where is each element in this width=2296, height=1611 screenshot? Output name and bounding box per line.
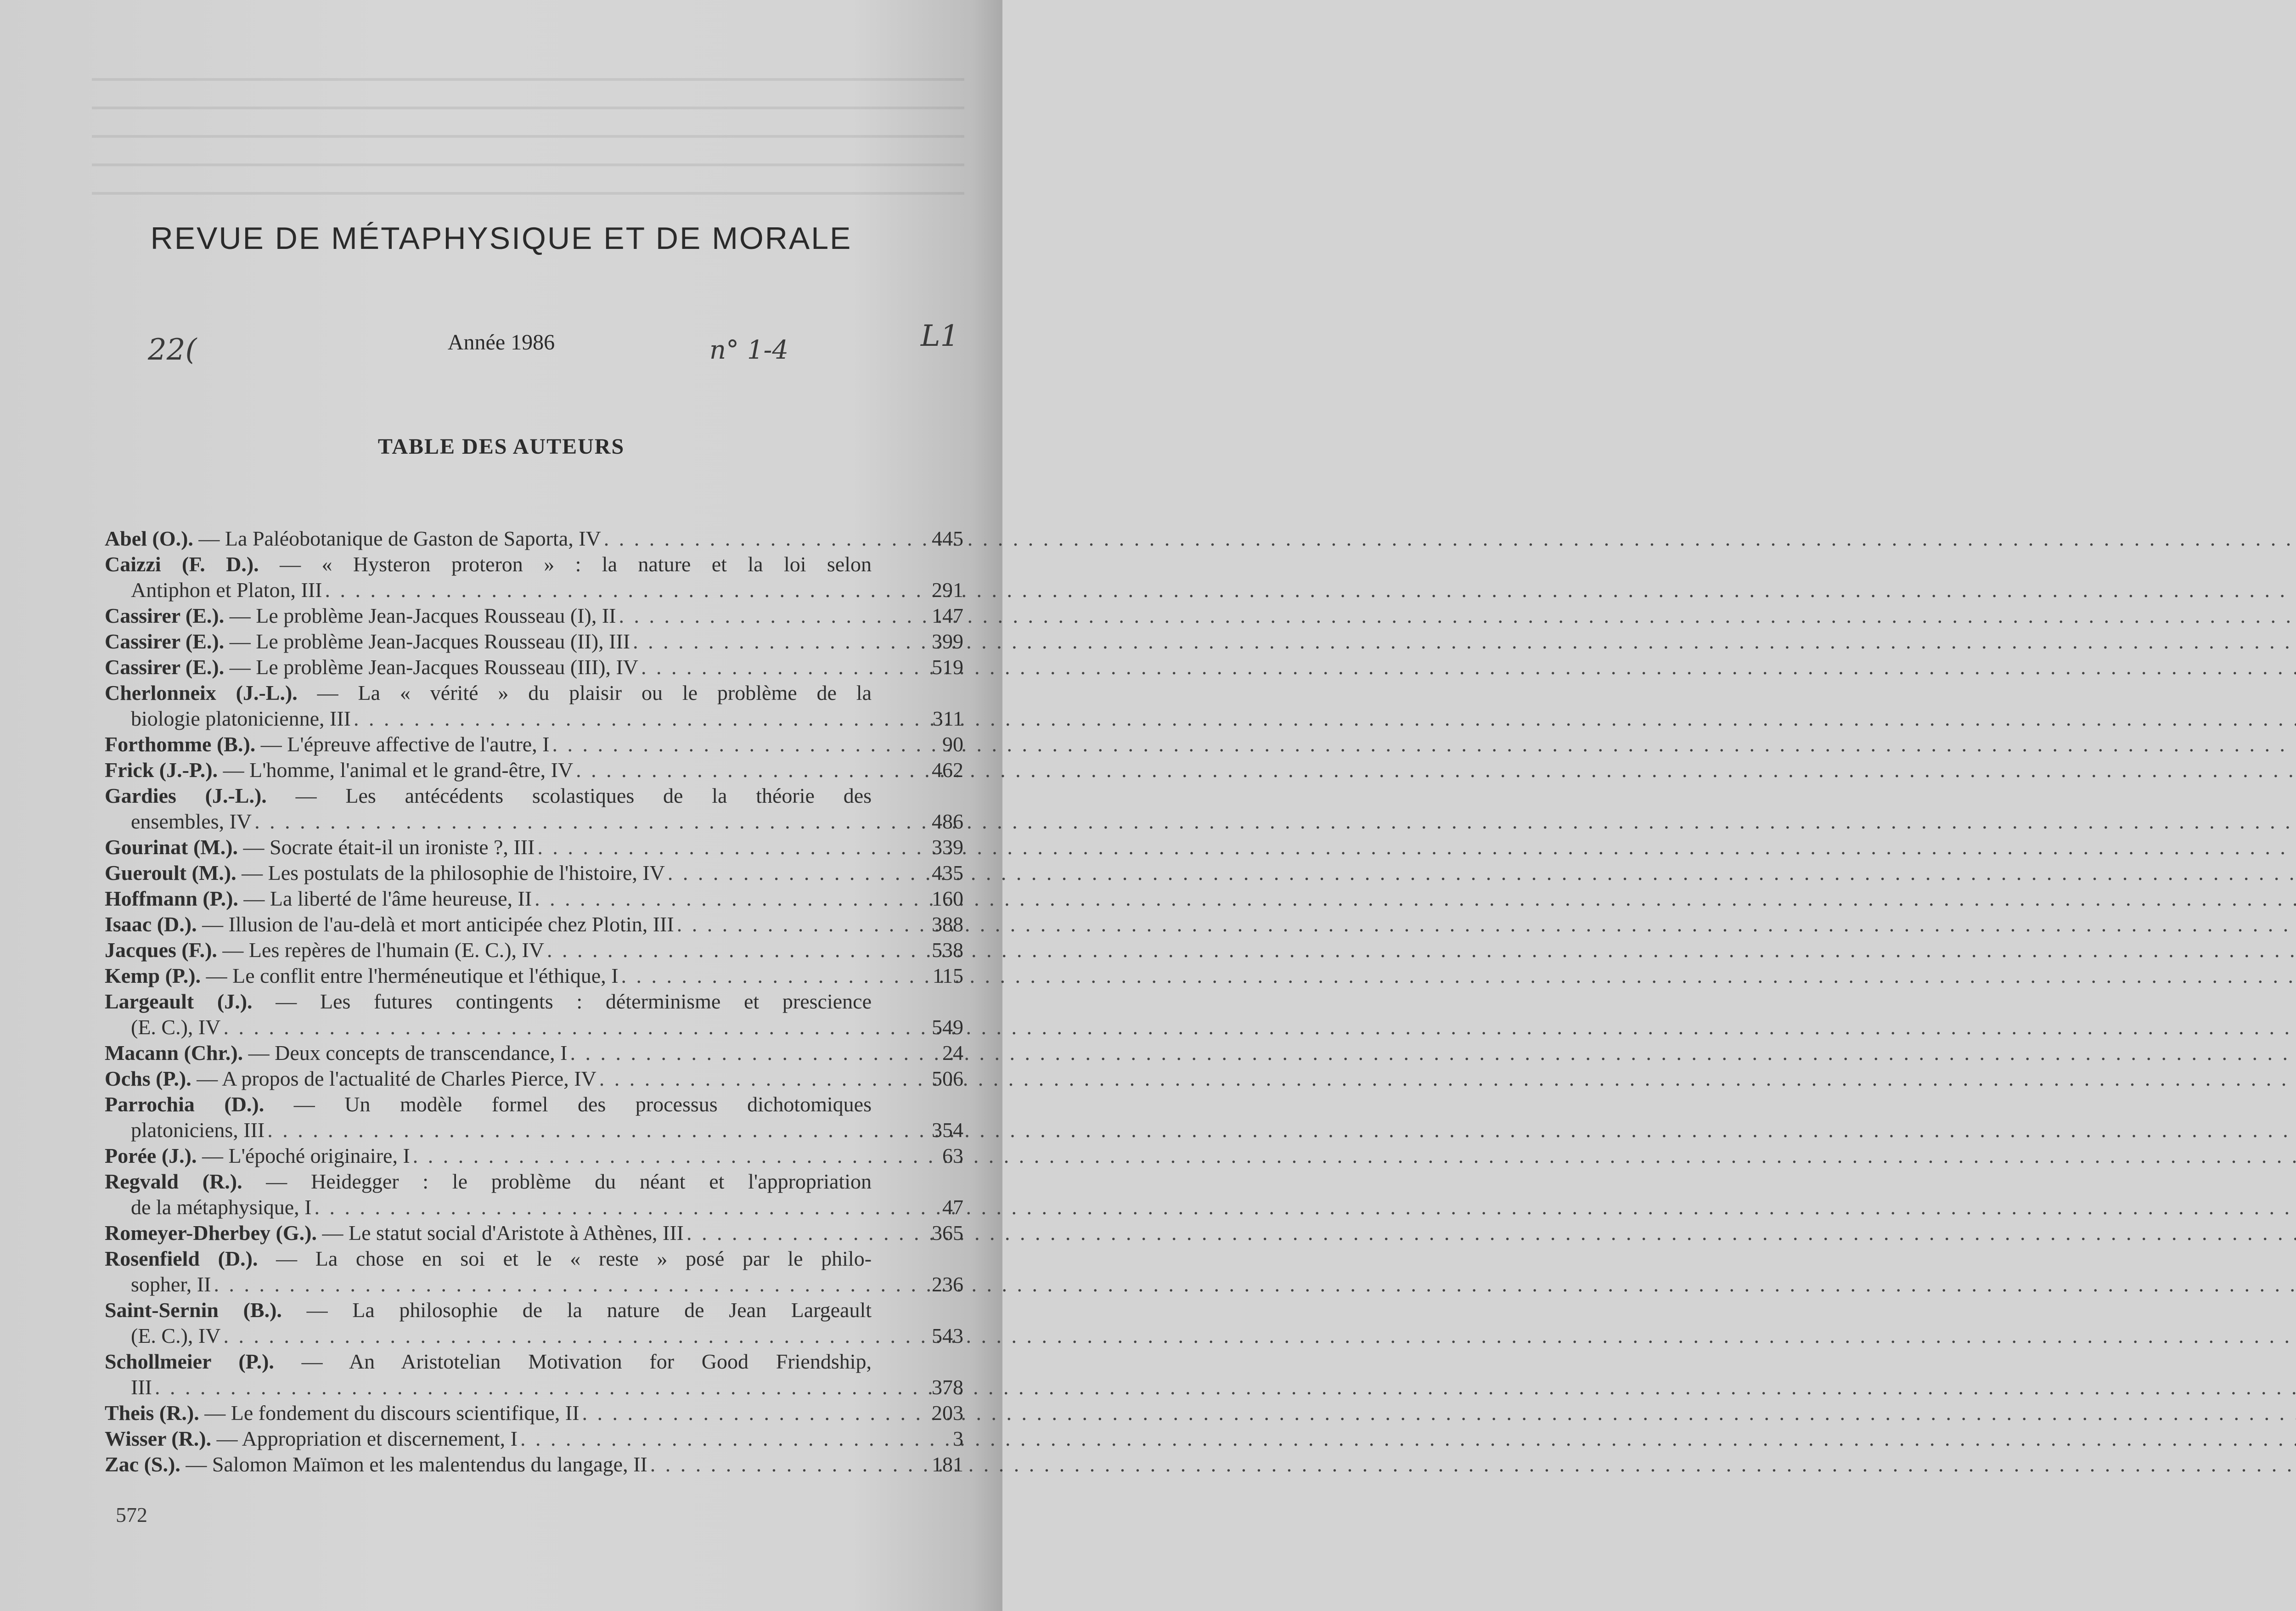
article-title: — La philosophie de la nature de Jean Largeault [306,1298,872,1322]
article-title: — Le problème Jean-Jacques Rousseau (II), III [229,630,630,653]
entry-page-number: 435 [932,861,963,884]
leader-dots [325,577,869,603]
article-title: — Illusion de l'au-delà et mort anticipée chez Plotin, III [202,913,674,936]
article-title: — L'homme, l'animal et le grand-être, IV [223,758,574,782]
article-title: biologie platonicienne, III [131,707,351,730]
index-entry [105,757,963,783]
entry-line [105,1323,963,1349]
leader-dots [582,1400,869,1426]
entry-line [105,552,872,577]
author-name: Abel (O.). [105,527,193,550]
article-title: — La Paléobotanique de Gaston de Saporta, IV [198,527,601,550]
handwritten-note-left: 22( [148,333,197,367]
leader-dots [520,1426,869,1452]
leader-dots [535,886,869,912]
leader-dots [570,1040,869,1066]
entry-page-number: 339 [932,835,963,859]
entry-page-number: 365 [932,1221,963,1245]
leader-dots [547,937,869,963]
entry-page-number: 388 [932,913,963,936]
entry-page-number: 90 [942,732,963,756]
article-title: — Appropriation et discernement, I [216,1427,518,1450]
entry-line [105,680,872,706]
entry-page-number: 63 [942,1144,963,1167]
entry-line [105,937,963,963]
entry-line [105,783,872,809]
entry-page-number: 354 [932,1118,963,1142]
author-name: Gourinat (M.). [105,835,238,859]
leader-dots [155,1374,869,1400]
entry-line [105,577,963,603]
index-entry [105,963,963,989]
article-title: — La liberté de l'âme heureuse, II [243,887,532,910]
article-title: Antiphon et Platon, III [131,578,322,602]
index-entry [105,526,963,552]
article-title: — La « vérité » du plaisir ou le problème de la [317,681,872,704]
entry-line [105,1452,963,1477]
author-index-list [105,526,963,1477]
article-title: — « Hysteron proteron » : la nature et la loi selon [280,552,872,576]
article-title: — Les postulats de la philosophie de l'histoire, IV [242,861,665,884]
author-name: Parrochia (D.). [105,1093,264,1116]
article-title: — A propos de l'actualité de Charles Pierce, IV [197,1067,597,1090]
entry-page-number: 115 [932,964,963,987]
article-title: — L'époché originaire, I [202,1144,410,1167]
leader-dots [223,1014,869,1040]
entry-page-number: 181 [932,1453,963,1476]
entry-page-number: 203 [932,1401,963,1425]
entry-line [105,1246,872,1272]
article-title: (E. C.), IV [131,1015,221,1039]
leader-dots [354,706,869,732]
entry-line [105,834,963,860]
author-name: Cassirer (E.). [105,630,225,653]
author-name: Cherlonneix (J.-L.). [105,681,298,704]
index-entry [105,732,963,757]
leader-dots [604,526,869,552]
index-entry [105,886,963,912]
entry-page-number: 445 [932,527,963,550]
entry-page-number: 378 [932,1375,963,1399]
article-title: de la métaphysique, I [131,1195,312,1219]
entry-line [105,1349,872,1374]
leader-dots [668,860,869,886]
leader-dots [619,603,869,629]
article-title: — Le problème Jean-Jacques Rousseau (III), IV [229,655,639,679]
author-name: Saint-Sernin (B.). [105,1298,282,1322]
entry-line [105,654,963,680]
index-entry [105,1452,963,1477]
entry-line [105,1014,963,1040]
author-name: Forthomme (B.). [105,732,256,756]
entry-page-number: 160 [932,887,963,910]
index-entry [105,783,963,834]
entry-page-number: 549 [932,1015,963,1039]
entry-line [105,912,963,937]
index-entry [105,1220,963,1246]
leader-dots [267,1117,869,1143]
author-name: Rosenfield (D.). [105,1247,258,1270]
author-name: Theis (R.). [105,1401,199,1425]
entry-line [105,526,963,552]
article-title: — Un modèle formel des processus dichotomiques [293,1093,872,1116]
entry-line [105,1272,963,1297]
entry-line [105,860,963,886]
entry-line [105,963,963,989]
author-name: Zac (S.). [105,1453,180,1476]
index-entry [105,1143,963,1169]
entry-line [105,1220,963,1246]
entry-line [105,1117,963,1143]
entry-line [105,1400,963,1426]
article-title: — L'épreuve affective de l'autre, I [260,732,550,756]
page [0,0,1002,1611]
journal-title: REVUE DE MÉTAPHYSIQUE ET DE MORALE [150,221,852,256]
leader-dots [687,1220,869,1246]
author-name: Hoffmann (P.). [105,887,238,910]
leader-dots [641,654,869,680]
author-name: Gardies (J.-L.). [105,784,267,807]
article-title: — Les antécédents scolastiques de la théorie des [295,784,872,807]
article-title: — Heidegger : le problème du néant et l'appropriation [266,1170,872,1193]
entry-line [105,629,963,654]
index-entry [105,1400,963,1426]
entry-page-number: 486 [932,810,963,833]
leader-dots [552,732,869,757]
entry-line [105,706,963,732]
entry-page-number: 519 [932,655,963,679]
entry-page-number: 291 [932,578,963,602]
leader-dots [314,1194,869,1220]
entry-line [105,1169,872,1194]
leader-dots [537,834,869,860]
page-number: 572 [116,1503,147,1527]
index-entry [105,654,963,680]
index-entry [105,1246,963,1297]
index-entry [105,1066,963,1092]
author-name: Cassirer (E.). [105,655,225,679]
author-name: Ochs (P.). [105,1067,191,1090]
author-name: Macann (Chr.). [105,1041,243,1065]
year-line: Année 1986 [447,330,555,355]
entry-line [105,809,963,834]
entry-page-number: 24 [942,1041,963,1065]
article-title: — Le fondement du discours scientifique, II [204,1401,580,1425]
handwritten-note-right: L1 [921,319,959,353]
author-name: Cassirer (E.). [105,604,225,627]
author-name: Regvald (R.). [105,1170,242,1193]
entry-line [105,1066,963,1092]
section-heading: TABLE DES AUTEURS [377,434,625,459]
author-name: Romeyer-Dherbey (G.). [105,1221,317,1245]
entry-line [105,603,963,629]
article-title: — Le statut social d'Aristote à Athènes, III [322,1221,684,1245]
index-entry [105,860,963,886]
entry-line [105,1426,963,1452]
entry-page-number: 3 [953,1427,963,1450]
index-entry [105,834,963,860]
leader-dots [223,1323,869,1349]
author-name: Wisser (R.). [105,1427,212,1450]
entry-page-number: 543 [932,1324,963,1347]
article-title: — Les futures contingents : déterminisme et prescience [276,990,872,1013]
article-title: ensembles, IV [131,810,252,833]
leader-dots [633,629,869,654]
article-title: — Deux concepts de transcendance, I [248,1041,568,1065]
author-name: Caizzi (F. D.). [105,552,259,576]
entry-line [105,886,963,912]
index-entry [105,680,963,732]
entry-page-number: 399 [932,630,963,653]
author-name: Frick (J.-P.). [105,758,218,782]
article-title: — La chose en soi et le « reste » posé par le philo- [276,1247,872,1270]
index-entry [105,1297,963,1349]
entry-page-number: 47 [942,1195,963,1219]
article-title: sopher, II [131,1273,211,1296]
article-title: (E. C.), IV [131,1324,221,1347]
author-name: Kemp (P.). [105,964,201,987]
article-title: — Socrate était-il un ironiste ?, III [243,835,535,859]
article-title: — Le conflit entre l'herméneutique et l'éthique, I [206,964,619,987]
index-entry [105,989,963,1040]
author-name: Isaac (D.). [105,913,197,936]
entry-line [105,1194,963,1220]
author-name: Porée (J.). [105,1144,197,1167]
handwritten-note-middle: n° 1-4 [709,335,789,365]
entry-page-number: 506 [932,1067,963,1090]
index-entry [105,603,963,629]
leader-dots [650,1452,869,1477]
entry-line [105,1143,963,1169]
author-name: Schollmeier (P.). [105,1350,274,1373]
leader-dots [576,757,869,783]
leader-dots [413,1143,869,1169]
index-entry [105,1349,963,1400]
show-through-text [92,78,964,216]
entry-page-number: 311 [932,707,963,730]
leader-dots [677,912,869,937]
index-entry [105,629,963,654]
author-name: Gueroult (M.). [105,861,236,884]
article-title: — An Aristotelian Motivation for Good Friendship, [301,1350,872,1373]
article-title: — Le problème Jean-Jacques Rousseau (I), II [229,604,616,627]
entry-page-number: 462 [932,758,963,782]
entry-line [105,757,963,783]
entry-page-number: 538 [932,938,963,962]
article-title: platoniciens, III [131,1118,265,1142]
leader-dots [214,1272,869,1297]
index-entry [105,937,963,963]
entry-line [105,989,872,1014]
author-name: Jacques (F.). [105,938,217,962]
index-entry [105,1426,963,1452]
index-entry [105,1092,963,1143]
leader-dots [599,1066,869,1092]
leader-dots [254,809,869,834]
leader-dots [621,963,869,989]
article-title: — Salomon Maïmon et les malentendus du langage, II [186,1453,647,1476]
entry-line [105,1092,872,1117]
entry-page-number: 236 [932,1273,963,1296]
entry-line [105,1297,872,1323]
article-title: III [131,1375,152,1399]
index-entry [105,1169,963,1220]
article-title: — Les repères de l'humain (E. C.), IV [222,938,545,962]
author-name: Largeault (J.). [105,990,253,1013]
index-entry [105,912,963,937]
index-entry [105,1040,963,1066]
entry-page-number: 147 [932,604,963,627]
entry-line [105,1374,963,1400]
index-entry [105,552,963,603]
entry-line [105,1040,963,1066]
entry-line [105,732,963,757]
